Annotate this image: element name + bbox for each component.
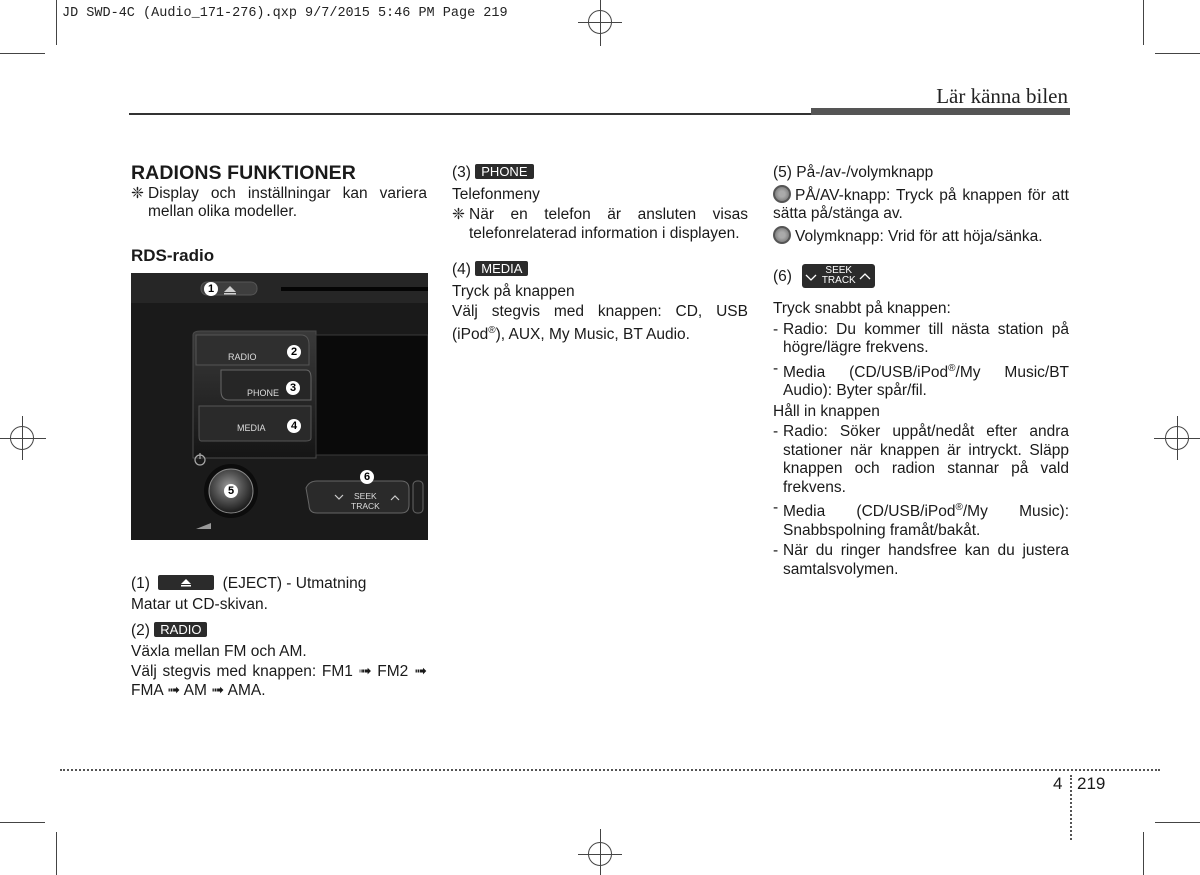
note — [452, 206, 748, 243]
item-2-text-1: Växla mellan FM och AM. — [131, 642, 307, 660]
item-2-text-2: Välj stegvis med knappen: FM1 ➟ FM2 ➟ FMA ➟ AM ➟ AMA. — [131, 663, 427, 699]
registration-mark — [600, 829, 601, 875]
item-6-heading: (6) SEEK TRACK — [773, 264, 1069, 288]
registration-mark — [22, 416, 23, 460]
crop-mark — [56, 0, 57, 45]
chapter-number: 4 — [1053, 774, 1063, 793]
registration-mark — [0, 438, 46, 439]
radio-button-label: RADIO — [154, 622, 207, 637]
note — [131, 185, 427, 222]
print-slug: JD SWD-4C (Audio_171-276).qxp 9/7/2015 5:46 PM Page 219 — [62, 6, 508, 21]
short-press-heading: Tryck snabbt på knappen: — [773, 300, 951, 317]
crop-mark — [1143, 0, 1144, 45]
column-2 — [452, 164, 748, 344]
note-mark: ❈ — [452, 206, 465, 223]
list-item: - Radio: Söker uppåt/nedåt efter andra stationer när knappen är intryckt. Släpp knappen och radion stannar på vald frekvens. — [773, 423, 1069, 496]
callout-4: 4 — [287, 419, 301, 433]
item-4-heading: (4) MEDIA — [452, 261, 748, 280]
page-number: 219 — [1077, 774, 1106, 793]
footer-rule — [60, 769, 1160, 771]
column-3 — [773, 164, 1069, 579]
photo-label-radio: RADIO — [228, 352, 257, 362]
knob-icon — [773, 226, 791, 244]
item-4-text-2: Välj stegvis med knappen: CD, USB (iPod®), AUX, My Music, BT Audio. — [452, 303, 748, 343]
radio-panel-photo — [131, 273, 428, 540]
item-2-heading: (2) RADIO — [131, 622, 427, 641]
item-1-heading: (1) (EJECT) - Utmatning — [131, 575, 367, 592]
callout-2: 2 — [287, 345, 301, 359]
list-item: - Radio: Du kommer till nästa station på högre/lägre frekvens. — [773, 320, 1069, 356]
list-item: - Media (CD/USB/iPod®/My Music): Snabbspolning framåt/bakåt. — [773, 499, 1070, 539]
note-mark: ❈ — [131, 184, 144, 202]
note-text: När en telefon är ansluten visas telefonrelaterad information i displayen. — [469, 206, 748, 242]
knob-icon — [773, 185, 791, 203]
item-5-title: (5) På-/av-/volymknapp — [773, 164, 934, 181]
crop-mark — [1155, 822, 1200, 823]
callout-6: 6 — [360, 470, 374, 484]
item-4-text-1: Tryck på knappen — [452, 282, 575, 300]
header-rule-accent — [811, 108, 1070, 115]
radio-panel-illustration — [131, 273, 428, 540]
photo-label-track: TRACK — [351, 501, 380, 511]
column-1 — [131, 164, 427, 700]
crop-mark — [1155, 53, 1200, 54]
crop-mark — [1143, 832, 1144, 875]
hold-heading: Håll in knappen — [773, 402, 880, 420]
running-head: Lär känna bilen — [936, 84, 1068, 108]
subsection-title: RDS-radio — [131, 245, 215, 265]
item-5-line-2: Volymknapp: Vrid för att höja/sänka. — [773, 226, 1069, 247]
item-1-text: Matar ut CD-skivan. — [131, 595, 268, 613]
phone-button-label: PHONE — [475, 164, 533, 179]
section-title: RADIONS FUNKTIONER — [131, 162, 356, 184]
list-item: - Media (CD/USB/iPod®/My Music/BT Audio): Byter spår/fil. — [773, 359, 1069, 400]
eject-button-icon — [158, 575, 214, 590]
crop-mark — [0, 822, 45, 823]
crop-mark — [56, 832, 57, 875]
crop-mark — [0, 53, 45, 54]
registration-mark — [1177, 416, 1178, 460]
photo-label-media: MEDIA — [237, 423, 266, 433]
note-text: Display och inställningar kan variera mellan olika modeller. — [148, 184, 427, 220]
item-5-line-1: PÅ/AV-knapp: Tryck på knappen för att sätta på/stänga av. — [773, 186, 1069, 222]
photo-label-seek: SEEK — [354, 491, 377, 501]
registration-mark — [600, 0, 601, 46]
callout-1: 1 — [204, 282, 218, 296]
media-button-label: MEDIA — [475, 261, 528, 276]
item-3-title: Telefonmeny — [452, 185, 540, 203]
list-item: - När du ringer handsfree kan du justera samtalsvolymen. — [773, 542, 1069, 578]
item-3-heading: (3) PHONE — [452, 164, 748, 183]
callout-5: 5 — [224, 484, 238, 498]
photo-label-phone: PHONE — [247, 388, 280, 398]
page-separator — [1070, 775, 1072, 840]
callout-3: 3 — [286, 381, 300, 395]
seek-track-button-icon: SEEK TRACK — [802, 264, 875, 288]
